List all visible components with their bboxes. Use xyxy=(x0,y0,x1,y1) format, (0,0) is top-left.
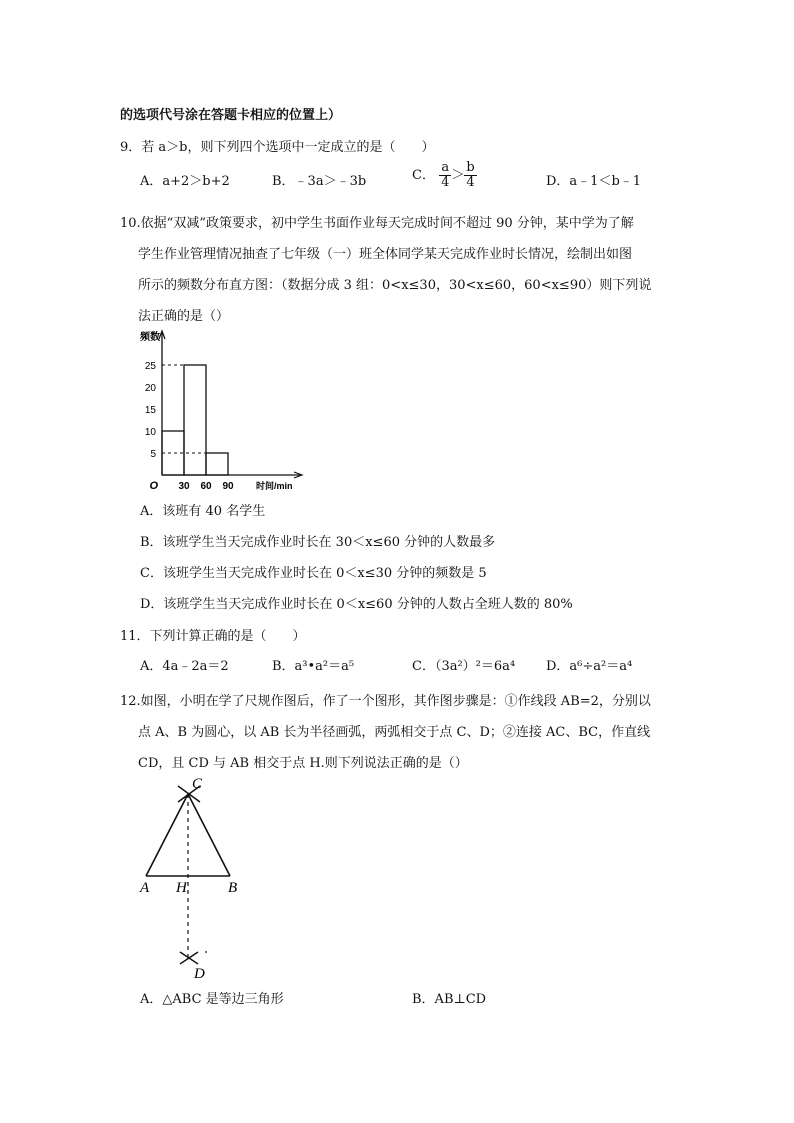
q9-option-c xyxy=(412,161,477,190)
segment-bc xyxy=(188,794,230,876)
q9-stem: 9．若 a＞b，则下列四个选项中一定成立的是（ ） xyxy=(120,140,435,155)
q9-fraction-a-over-4 xyxy=(439,161,451,190)
frac-den: 4 xyxy=(441,175,450,190)
q12-option-b: B．AB⊥CD xyxy=(412,992,487,1007)
label-b: B xyxy=(228,880,238,896)
origin-label: O xyxy=(149,480,158,492)
y-tick-label: 5 xyxy=(150,449,156,460)
q9-option-b: B．﹣3a＞﹣3b xyxy=(272,174,367,189)
histogram-bars xyxy=(162,365,228,475)
q10-line: 所示的频数分布直方图：（数据分成 3 组：0<x≤30，30<x≤60，60<x≤90）则下列说 xyxy=(138,278,652,293)
q12-line: 点 A、B 为圆心，以 AB 长为半径画弧，两弧相交于点 C、D；②连接 AC、BC，作直线 xyxy=(138,725,651,740)
q10-stem xyxy=(120,208,651,332)
q10-option-b: B．该班学生当天完成作业时长在 30＜x≤60 分钟的人数最多 xyxy=(140,535,496,550)
x-tick-label: 90 xyxy=(222,481,234,492)
label-d: D xyxy=(194,966,205,982)
q9-option-d: D．a﹣1＜b﹣1 xyxy=(546,174,642,189)
q10-option-a: A．该班有 40 名学生 xyxy=(140,504,266,519)
q11-option-c: C．（3a²）²＝6a⁴ xyxy=(412,659,516,674)
y-tick-label: 15 xyxy=(144,405,156,416)
dot-mark xyxy=(205,951,207,953)
q11-option-b: B．a³•a²＝a⁵ xyxy=(272,659,355,674)
y-axis-title: 频数 xyxy=(140,332,160,343)
label-h: H xyxy=(176,880,187,896)
segment-ac xyxy=(146,794,188,876)
histogram-bar xyxy=(184,365,206,475)
q12-stem xyxy=(120,686,651,779)
q11-stem: 11．下列计算正确的是（ ） xyxy=(120,629,306,644)
label-c: C xyxy=(192,776,203,792)
frac-num: b xyxy=(466,160,475,175)
section-instruction: 的选项代号涂在答题卡相应的位置上） xyxy=(120,108,342,123)
q12-line: CD，且 CD 与 AB 相交于点 H.则下列说法正确的是（） xyxy=(138,756,468,771)
q12-line: 12.如图，小明在学了尺规作图后，作了一个图形，其作图步骤是：①作线段 AB=2，分别以 xyxy=(120,694,651,709)
histogram-chart xyxy=(132,325,312,495)
y-tick-label: 25 xyxy=(144,361,156,372)
q10-line: 学生作业管理情况抽查了七年级（一）班全体同学某天完成作业时长情况，绘制出如图 xyxy=(138,247,633,262)
frac-num: a xyxy=(439,161,451,176)
q9-option-c-prefix: C． xyxy=(412,168,435,183)
q11-option-d: D．a⁶÷a²＝a⁴ xyxy=(546,659,633,674)
q10-option-d: D．该班学生当天完成作业时长在 0＜x≤60 分钟的人数占全班人数的 80% xyxy=(140,597,573,612)
q10-option-c: C．该班学生当天完成作业时长在 0＜x≤30 分钟的频数是 5 xyxy=(140,566,487,581)
frac-den: 4 xyxy=(466,175,475,190)
label-a: A xyxy=(140,880,150,896)
histogram-labels xyxy=(140,330,293,492)
q12-option-a: A．△ABC 是等边三角形 xyxy=(140,992,284,1007)
q9-gt: ＞ xyxy=(451,168,465,183)
histogram-axes xyxy=(159,331,302,478)
x-axis-title: 时间/min xyxy=(256,481,293,491)
q9-fraction-b-over-4 xyxy=(464,161,476,190)
y-tick-label: 10 xyxy=(144,427,156,438)
q10-line: 法正确的是（） xyxy=(138,309,230,324)
histogram-bar xyxy=(206,453,228,475)
q10-line: 10.依据“双减”政策要求，初中学生书面作业每天完成时间不超过 90 分钟，某中学为了解 xyxy=(120,216,634,231)
q11-option-a: A．4a﹣2a＝2 xyxy=(140,659,229,674)
x-tick-label: 60 xyxy=(200,481,212,492)
construction-figure xyxy=(134,772,284,982)
y-tick-label: 20 xyxy=(144,383,156,394)
q9-option-a: A．a+2＞b+2 xyxy=(140,174,230,189)
x-tick-label: 30 xyxy=(178,481,190,492)
